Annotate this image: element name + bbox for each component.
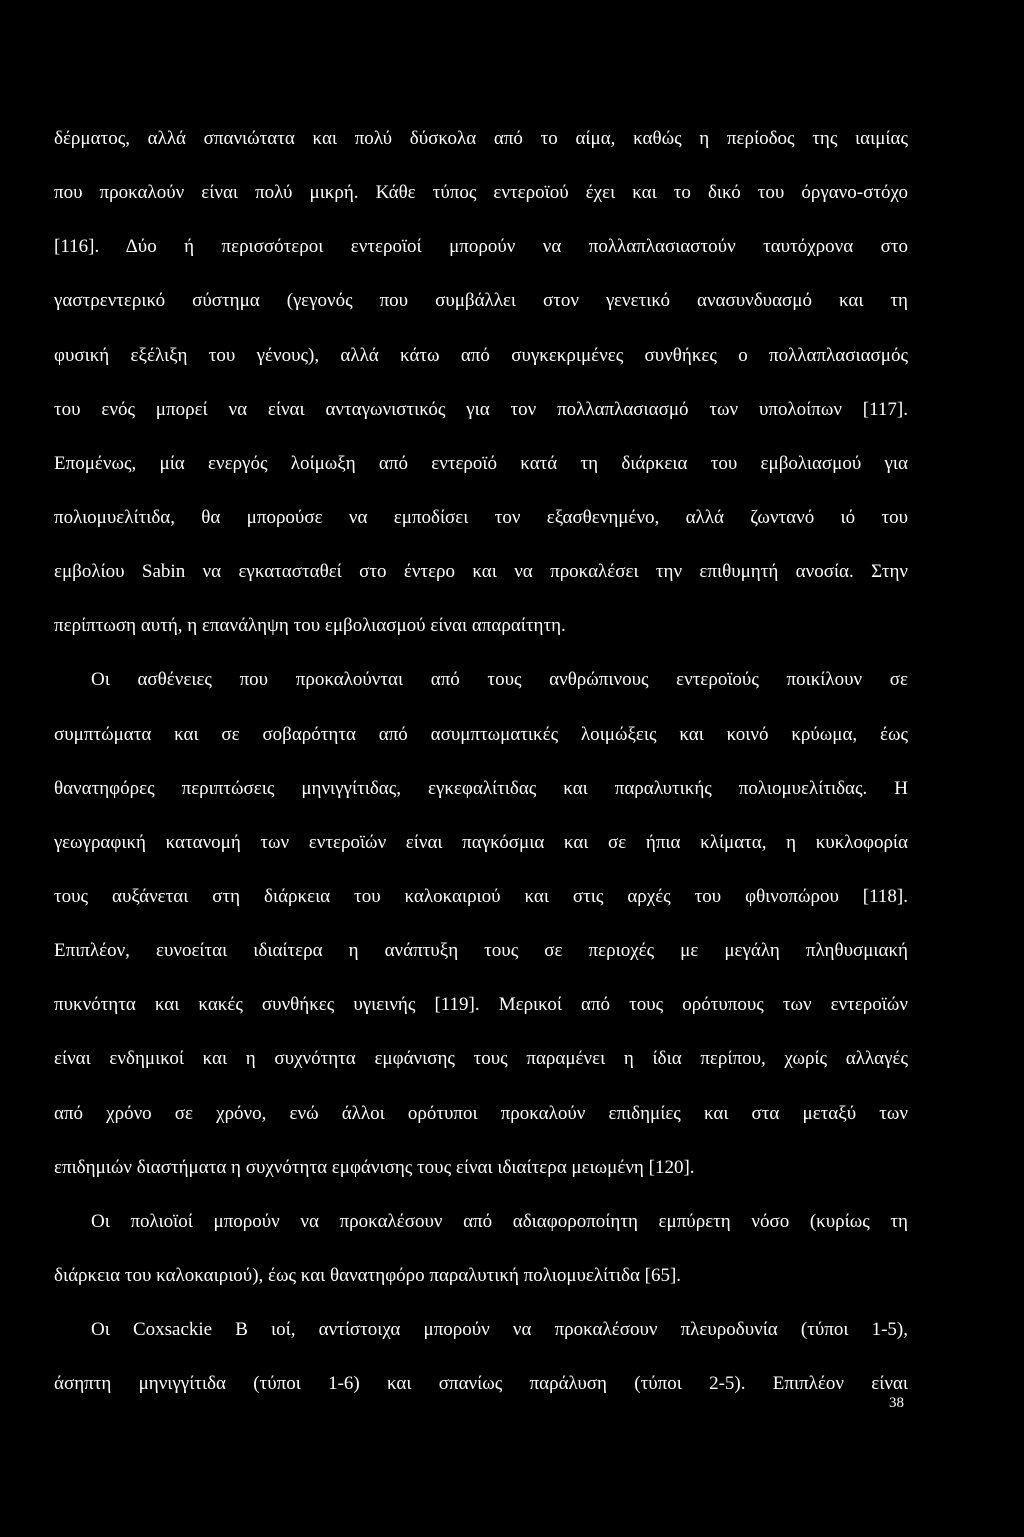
text-line: περίπτωση αυτή, η επανάληψη του εμβολιασμού είναι απαραίτητη. [54,615,566,637]
text-line: τους αυξάνεται στη διάρκεια του καλοκαιριού και στις αρχές του φθινοπώρου [118]. [54,885,908,907]
text-line: άσηπτη μηνιγγίτιδα (τύποι 1-6) και σπανίως παράλυση (τύποι 2-5). Επιπλέον είναι [54,1373,908,1395]
text-line: Οι Coxsackie B ιοί, αντίστοιχα μπορούν να προκαλέσουν πλευροδυνία (τύποι 1-5), [91,1319,908,1341]
text-line: γαστρεντερικό σύστημα (γεγονός που συμβάλλει στον γενετικό ανασυνδυασμό και τη [54,290,908,312]
text-line: δέρματος, αλλά σπανιώτατα και πολύ δύσκολα από το αίμα, καθώς η περίοδος της ιαιμίας [54,128,908,149]
text-line: Οι πολιοϊοί μπορούν να προκαλέσουν από αδιαφοροποίητη εμπύρετη νόσο (κυρίως τη [91,1210,908,1232]
page-number: 38 [889,1395,904,1411]
text-line: Επομένως, μία ενεργός λοίμωξη από εντεροϊό κατά τη διάρκεια του εμβολιασμού για [54,452,908,474]
text-line: συμπτώματα και σε σοβαρότητα από ασυμπτωματικές λοιμώξεις και κοινό κρύωμα, έως [54,723,908,745]
text-line: επιδημιών διαστήματα η συχνότητα εμφάνισης τους είναι ιδιαίτερα μειωμένη [120]. [54,1156,695,1178]
text-line: πυκνότητα και κακές συνθήκες υγιεινής [119]. Μερικοί από τους ορότυπους των εντεροϊών [54,994,908,1016]
text-line: είναι ενδημικοί και η συχνότητα εμφάνισης τους παραμένει η ίδια περίπου, χωρίς αλλαγές [54,1048,908,1070]
text-line: θανατηφόρες περιπτώσεις μηνιγγίτιδας, εγκεφαλίτιδας και παραλυτικής πολιομυελίτιδας. Η [54,777,908,799]
text-line: του ενός μπορεί να είναι ανταγωνιστικός για τον πολλαπλασιασμό των υπολοίπων [117]. [54,398,908,420]
text-line: φυσική εξέλιξη του γένους), αλλά κάτω από συγκεκριμένες συνθήκες ο πολλαπλασιασμός [54,344,908,366]
text-line: Οι ασθένειες που προκαλούνται από τους ανθρώπινους εντεροϊούς ποικίλουν σε [91,669,908,691]
body-text [54,121,908,1420]
text-line: από χρόνο σε χρόνο, ενώ άλλοι ορότυποι προκαλούν επιδημίες και στα μεταξύ των [54,1102,908,1124]
text-line: [116]. Δύο ή περισσότεροι εντεροϊοί μπορούν να πολλαπλασιαστούν ταυτόχρονα στο [54,236,908,258]
text-line: εμβολίου Sabin να εγκατασταθεί στο έντερο και να προκαλέσει την επιθυμητή ανοσία. Στην [54,561,908,583]
text-line: Επιπλέον, ευνοείται ιδιαίτερα η ανάπτυξη τους σε περιοχές με μεγάλη πληθυσμιακή [54,940,908,962]
text-line: γεωγραφική κατανομή των εντεροϊών είναι παγκόσμια και σε ήπια κλίματα, η κυκλοφορία [54,831,908,853]
text-line: που προκαλούν είναι πολύ μικρή. Κάθε τύπος εντεροϊού έχει και το δικό του όργανο-στόχο [54,182,908,204]
text-line: πολιομυελίτιδα, θα μπορούσε να εμποδίσει τον εξασθενημένο, αλλά ζωντανό ιό του [54,506,908,528]
text-line: διάρκεια του καλοκαιριού), έως και θανατηφόρο παραλυτική πολιομυελίτιδα [65]. [54,1264,682,1286]
